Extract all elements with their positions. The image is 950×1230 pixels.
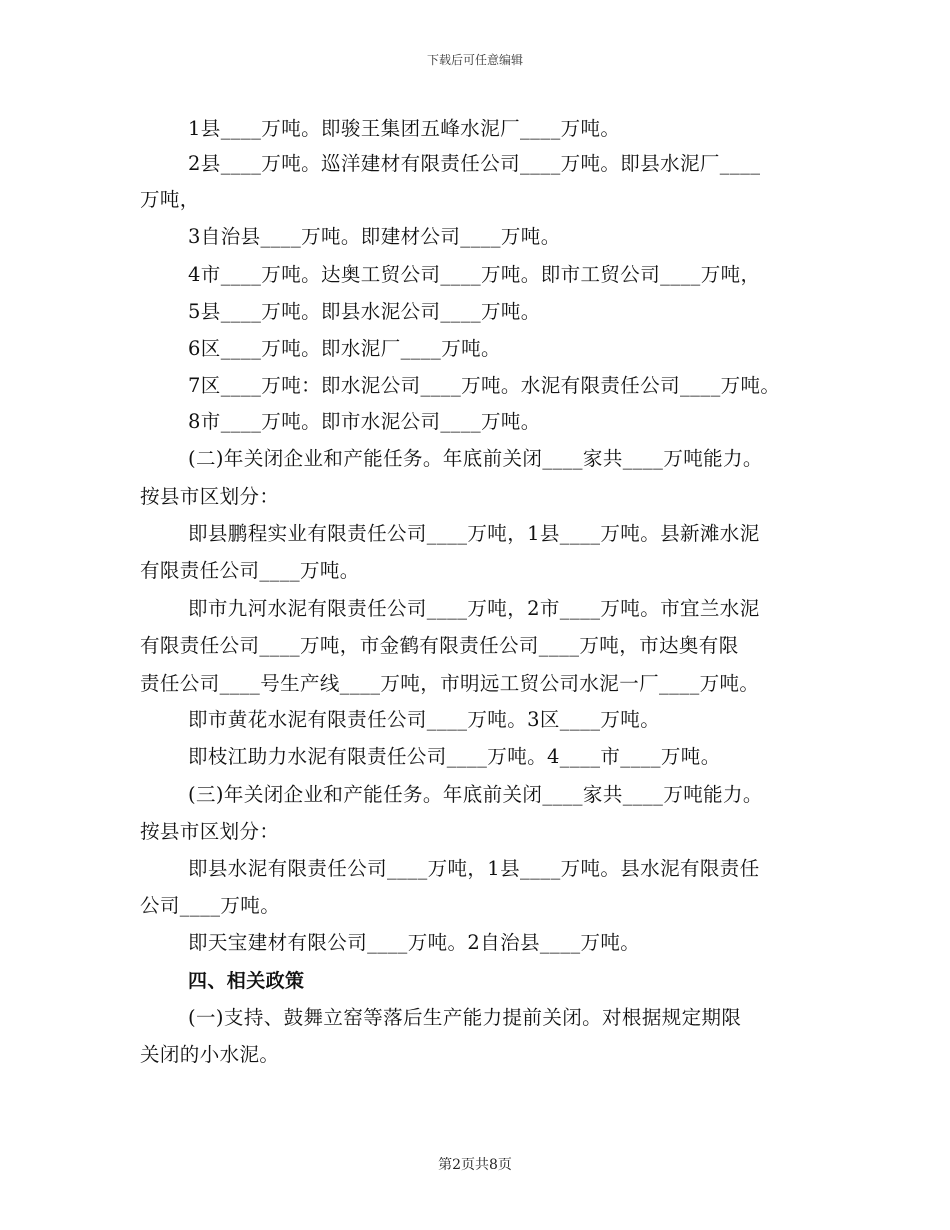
- text-line: 即市黄花水泥有限责任公司____万吨。3区____万吨。: [188, 708, 661, 731]
- text-line: 公司____万吨。: [140, 894, 281, 917]
- text-line: 责任公司____号生产线____万吨，市明远工贸公司水泥一厂____万吨。: [140, 672, 760, 695]
- text-line: (二)年关闭企业和产能任务。年底前关闭____家共____万吨能力。: [188, 447, 763, 470]
- text-line: 按县市区划分：: [140, 820, 280, 843]
- text-line: 4市____万吨。达奥工贸公司____万吨。即市工贸公司____万吨，: [188, 263, 761, 286]
- text-line: 6区____万吨。即水泥厂____万吨。: [188, 337, 501, 360]
- text-line: 2县____万吨。巡洋建材有限责任公司____万吨。即县水泥厂____: [188, 152, 761, 175]
- text-line: 7区____万吨：即水泥公司____万吨。水泥有限责任公司____万吨。: [188, 374, 781, 397]
- text-line: (一)支持、鼓舞立窑等落后生产能力提前关闭。对根据规定期限: [188, 1006, 742, 1029]
- text-line: 3自治县____万吨。即建材公司____万吨。: [188, 225, 561, 248]
- text-line: 有限责任公司____万吨，市金鹤有限责任公司____万吨，市达奥有限: [140, 634, 739, 657]
- page-header: 下载后可任意编辑: [426, 53, 523, 67]
- text-line: 1县____万吨。即骏王集团五峰水泥厂____万吨。: [188, 117, 621, 140]
- text-line: 即天宝建材有限公司____万吨。2自治县____万吨。: [188, 931, 641, 954]
- text-line: 即县水泥有限责任公司____万吨，1县____万吨。县水泥有限责任: [188, 857, 760, 880]
- text-line: 即市九河水泥有限责任公司____万吨，2市____万吨。市宜兰水泥: [188, 597, 760, 620]
- text-line: 万吨，: [140, 188, 200, 211]
- text-line: 5县____万吨。即县水泥公司____万吨。: [188, 300, 541, 323]
- text-line: 即县鹏程实业有限责任公司____万吨，1县____万吨。县新滩水泥: [188, 522, 760, 545]
- section-heading: 四、相关政策: [188, 970, 305, 992]
- text-line: 按县市区划分：: [140, 485, 280, 508]
- text-line: (三)年关闭企业和产能任务。年底前关闭____家共____万吨能力。: [188, 783, 763, 806]
- text-line: 有限责任公司____万吨。: [140, 559, 360, 582]
- text-line: 即枝江助力水泥有限责任公司____万吨。4____市____万吨。: [188, 745, 721, 768]
- text-line: 关闭的小水泥。: [140, 1043, 280, 1066]
- page-footer: 第2页共8页: [438, 1157, 512, 1173]
- text-line: 8市____万吨。即市水泥公司____万吨。: [188, 410, 541, 433]
